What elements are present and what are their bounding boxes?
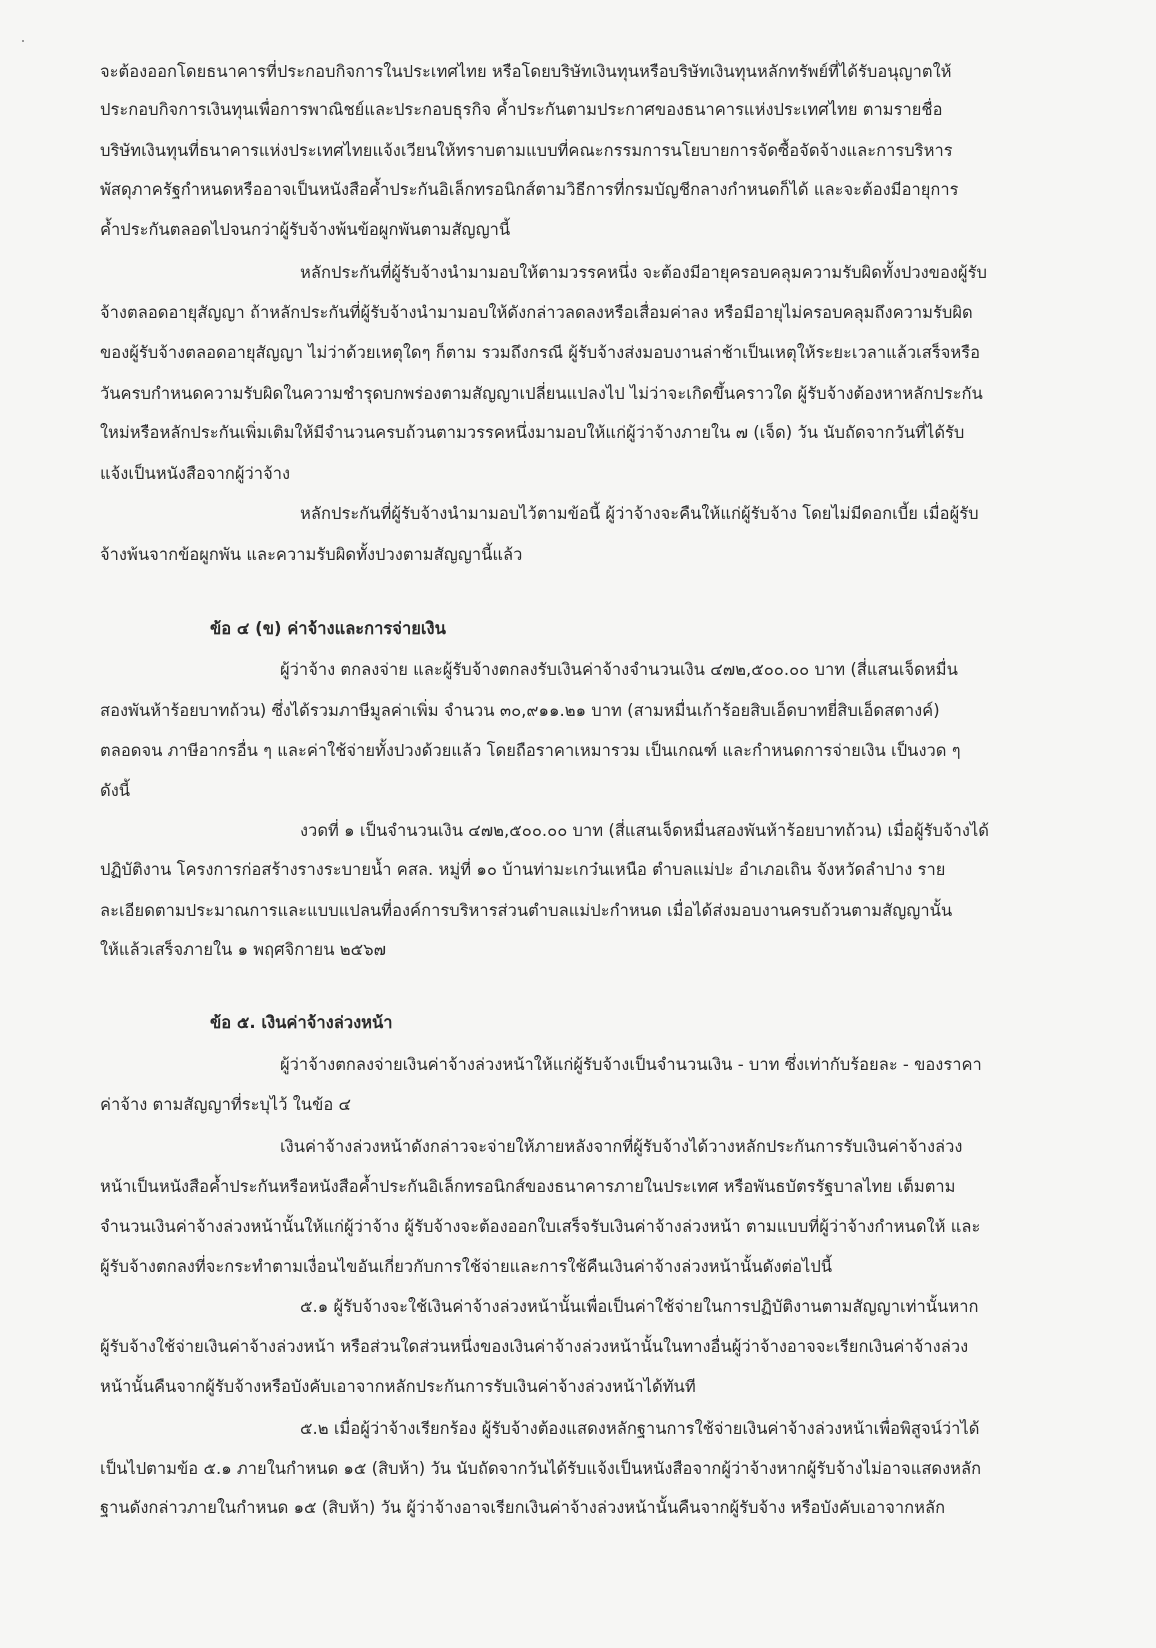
text-line: หน้าเป็นหนังสือค้ำประกันหรือหนังสือค้ำประกันอิเล็กทรอนิกส์ของธนาคารภายในประเทศ หรือพันธบัตรรัฐบาลไทย เต็มตาม: [100, 1177, 956, 1196]
text-line: ของผู้รับจ้างตลอดอายุสัญญา ไม่ว่าด้วยเหตุใดๆ ก็ตาม รวมถึงกรณี ผู้รับจ้างส่งมอบงานล่าช้าเป็นเหตุให้ระยะเวลาแล้วเสร็จหรือ: [100, 343, 981, 362]
text-line: สองพันห้าร้อยบาทถ้วน) ซึ่งได้รวมภาษีมูลค่าเพิ่ม จำนวน ๓๐,๙๑๑.๒๑ บาท (สามหมื่นเก้าร้อยสิบเอ็ดบาทยี่สิบเอ็ดสตางค์): [100, 701, 940, 720]
scan-speck: [22, 40, 24, 42]
text-line: หน้านั้นคืนจากผู้รับจ้างหรือบังคับเอาจากหลักประกันการรับเงินค่าจ้างล่วงหน้าได้ทันที: [100, 1377, 696, 1396]
text-line: ปฏิบัติงาน โครงการก่อสร้างรางระบายน้ำ คสล. หมู่ที่ ๑๐ บ้านท่ามะเกว๋นเหนือ ตำบลแม่ปะ อำเภอเถิน จังหวัดลำปาง ราย: [100, 860, 946, 879]
text-line: ผู้รับจ้างตกลงที่จะกระทำตามเงื่อนไขอันเกี่ยวกับการใช้จ่ายและการใช้คืนเงินค่าจ้างล่วงหน้านั้นดังต่อไปนี้: [100, 1257, 833, 1276]
text-line: ประกอบกิจการเงินทุนเพื่อการพาณิชย์และประกอบธุรกิจ ค้ำประกันตามประกาศของธนาคารแห่งประเทศไทย ตามรายชื่อ: [100, 100, 943, 119]
text-line: แจ้งเป็นหนังสือจากผู้ว่าจ้าง: [100, 464, 291, 483]
text-line: พัสดุภาครัฐกำหนดหรืออาจเป็นหนังสือค้ำประกันอิเล็กทรอนิกส์ตามวิธีการที่กรมบัญชีกลางกำหนดก็ได้ และจะต้องมีอายุการ: [100, 180, 959, 199]
text-line: ใหม่หรือหลักประกันเพิ่มเติมให้มีจำนวนครบถ้วนตามวรรคหนึ่งมามอบให้แก่ผู้ว่าจ้างภายใน ๗ (เจ็ด) วัน นับถัดจากวันที่ได้รับ: [100, 423, 965, 442]
text-line: ๕.๒ เมื่อผู้ว่าจ้างเรียกร้อง ผู้รับจ้างต้องแสดงหลักฐานการใช้จ่ายเงินค่าจ้างล่วงหน้าเพื่อพิสูจน์ว่าได้: [300, 1419, 980, 1438]
text-line: จำนวนเงินค่าจ้างล่วงหน้านั้นให้แก่ผู้ว่าจ้าง ผู้รับจ้างจะต้องออกใบเสร็จรับเงินค่าจ้างล่วงหน้า ตามแบบที่ผู้ว่าจ้างกำหนดให้ และ: [100, 1217, 981, 1236]
text-line: หลักประกันที่ผู้รับจ้างนำมามอบไว้ตามข้อนี้ ผู้ว่าจ้างจะคืนให้แก่ผู้รับจ้าง โดยไม่มีดอกเบี้ย เมื่อผู้รับ: [300, 504, 979, 523]
text-line: ๕.๑ ผู้รับจ้างจะใช้เงินค่าจ้างล่วงหน้านั้นเพื่อเป็นค่าใช้จ่ายในการปฏิบัติงานตามสัญญาเท่านั้นหาก: [300, 1297, 979, 1316]
text-line: ผู้ว่าจ้างตกลงจ่ายเงินค่าจ้างล่วงหน้าให้แก่ผู้รับจ้างเป็นจำนวนเงิน - บาท ซึ่งเท่ากับร้อยละ - ของราคา: [280, 1055, 982, 1074]
text-line: จ้างพ้นจากข้อผูกพัน และความรับผิดทั้งปวงตามสัญญานี้แล้ว: [100, 545, 523, 564]
text-line: ตลอดจน ภาษีอากรอื่น ๆ และค่าใช้จ่ายทั้งปวงด้วยแล้ว โดยถือราคาเหมารวม เป็นเกณฑ์ และกำหนดการจ่ายเงิน เป็นงวด ๆ: [100, 741, 961, 760]
text-line: บริษัทเงินทุนที่ธนาคารแห่งประเทศไทยแจ้งเวียนให้ทราบตามแบบที่คณะกรรมการนโยบายการจัดซื้อจัดจ้างและการบริหาร: [100, 141, 953, 160]
text-line: ให้แล้วเสร็จภายใน ๑ พฤศจิกายน ๒๕๖๗: [100, 940, 386, 959]
text-line: ฐานดังกล่าวภายในกำหนด ๑๕ (สิบห้า) วัน ผู้ว่าจ้างอาจเรียกเงินค่าจ้างล่วงหน้านั้นคืนจากผู้รับจ้าง หรือบังคับเอาจากหลัก: [100, 1498, 946, 1517]
text-line: ค่าจ้าง ตามสัญญาที่ระบุไว้ ในข้อ ๔: [100, 1095, 351, 1114]
text-line: ผู้รับจ้างใช้จ่ายเงินค่าจ้างล่วงหน้า หรือส่วนใดส่วนหนึ่งของเงินค่าจ้างล่วงหน้านั้นในทางอื่นผู้ว่าจ้างอาจจะเรียกเงินค่าจ้างล่วง: [100, 1337, 969, 1356]
section-heading: ข้อ ๕. เงินค่าจ้างล่วงหน้า: [210, 1013, 393, 1032]
text-line: จ้างตลอดอายุสัญญา ถ้าหลักประกันที่ผู้รับจ้างนำมามอบให้ดังกล่าวลดลงหรือเสื่อมค่าลง หรือมีอายุไม่ครอบคลุมถึงความรับผิด: [100, 303, 973, 322]
text-line: เงินค่าจ้างล่วงหน้าดังกล่าวจะจ่ายให้ภายหลังจากที่ผู้รับจ้างได้วางหลักประกันการรับเงินค่าจ้างล่วง: [280, 1137, 963, 1156]
section-heading: ข้อ ๔ (ข) ค่าจ้างและการจ่ายเงิน: [210, 619, 446, 638]
text-line: หลักประกันที่ผู้รับจ้างนำมามอบให้ตามวรรคหนึ่ง จะต้องมีอายุครอบคลุมความรับผิดทั้งปวงของผู้รับ: [300, 263, 987, 282]
text-line: จะต้องออกโดยธนาคารที่ประกอบกิจการในประเทศไทย หรือโดยบริษัทเงินทุนหรือบริษัทเงินทุนหลักทรัพย์ที่ได้รับอนุญาตให้: [100, 62, 952, 81]
text-line: ละเอียดตามประมาณการและแบบแปลนที่องค์การบริหารส่วนตำบลแม่ปะกำหนด เมื่อได้ส่งมอบงานครบถ้วนตามสัญญานั้น: [100, 901, 953, 920]
text-line: วันครบกำหนดความรับผิดในความชำรุดบกพร่องตามสัญญาเปลี่ยนแปลงไป ไม่ว่าจะเกิดขึ้นคราวใด ผู้รับจ้างต้องหาหลักประกัน: [100, 384, 983, 403]
text-line: ผู้ว่าจ้าง ตกลงจ่าย และผู้รับจ้างตกลงรับเงินค่าจ้างจำนวนเงิน ๔๗๒,๕๐๐.๐๐ บาท (สี่แสนเจ็ดหมื่น: [280, 660, 958, 679]
text-line: ค้ำประกันตลอดไปจนกว่าผู้รับจ้างพ้นข้อผูกพันตามสัญญานี้: [100, 220, 511, 239]
text-line: งวดที่ ๑ เป็นจำนวนเงิน ๔๗๒,๕๐๐.๐๐ บาท (สี่แสนเจ็ดหมื่นสองพันห้าร้อยบาทถ้วน) เมื่อผู้รับจ้างได้: [300, 821, 989, 840]
text-line: เป็นไปตามข้อ ๕.๑ ภายในกำหนด ๑๕ (สิบห้า) วัน นับถัดจากวันได้รับแจ้งเป็นหนังสือจากผู้ว่าจ้างหากผู้รับจ้างไม่อาจแสดงหลัก: [100, 1459, 982, 1478]
text-line: ดังนี้: [100, 781, 131, 800]
